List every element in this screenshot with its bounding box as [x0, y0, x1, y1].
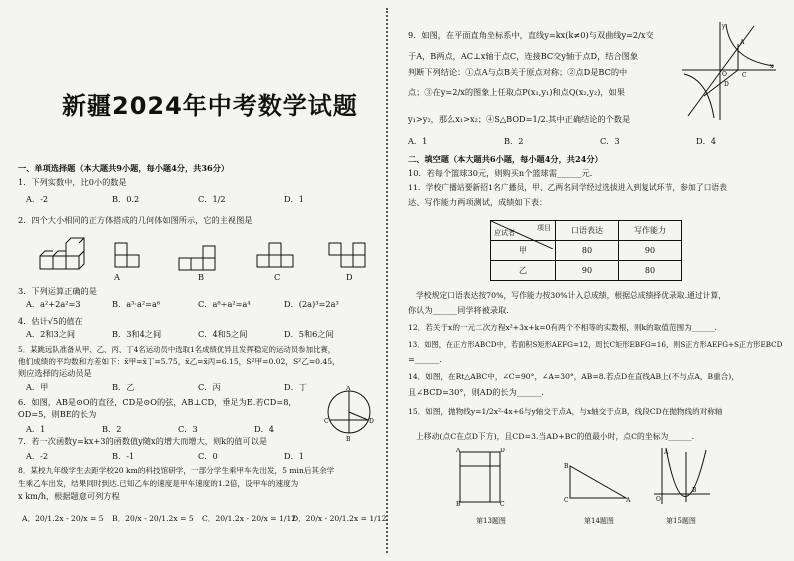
table-header-corner: 项目 应试者 [491, 221, 556, 241]
q8-options [22, 513, 387, 524]
option: D．丁 [284, 382, 307, 392]
question-1: 1．下列实数中，比0小的数是 [18, 177, 127, 187]
svg-text:C: C [324, 418, 329, 425]
q7-options [26, 451, 370, 462]
triangle-figure [562, 462, 632, 508]
svg-text:D: D [724, 81, 729, 88]
q3-options [26, 299, 370, 310]
question-8-line1: 8．某校九年级学生去距学校20 km的科技馆研学，一部分学生乘甲车先出发，5 min后其余学 [18, 466, 335, 475]
column-divider [386, 8, 388, 553]
question-5-line1: 5．某跳远队准备从甲、乙、丙、丁4名运动员中选取1名成绩优异且发挥稳定的运动员参加比赛， [18, 345, 336, 354]
hyperbola-figure [682, 20, 778, 126]
option: B．2 [102, 424, 122, 434]
question-7: 7．若一次函数y=kx+3的函数值y随x的增大而增大，则k的值可以是 [18, 436, 268, 446]
label-a: A [114, 272, 120, 282]
q5-options [26, 382, 370, 393]
section-heading: 一、单项选择题（本大题共9小题，每小题4分，共36分） [18, 163, 230, 173]
parabola-figure [652, 446, 712, 510]
question-9-line1: 9．如图，在平面直角坐标系中，直线y=kx(k≠0)与双曲线y=2/x交 [408, 30, 654, 40]
circle-figure [324, 386, 374, 446]
question-8-line2: 生乘乙车出发，结果同时到达.已知乙车的速度是甲车速度的1.2倍，设甲车的速度为 [18, 479, 299, 488]
svg-text:D: D [369, 418, 374, 425]
svg-text:C: C [500, 501, 505, 508]
option: D．4 [696, 136, 716, 146]
option: C．20/1.2x - 20/x = 1/12 [202, 514, 297, 523]
svg-text:O: O [722, 71, 727, 78]
question-10: 10．若每个篮球30元，则购买n个篮球需______元. [408, 168, 593, 178]
question-11-line2: 达、写作能力两项测试，成绩如下表： [408, 197, 548, 207]
question-14-line2: 且∠BCD=30°，则AD的长为______. [408, 387, 544, 397]
question-15-line2: 上移动(点C在点D下方)，且CD=3.当AD+BC的值最小时，点C的坐标为______. [416, 432, 695, 441]
question-11-line4: 你认为______同学将被录取. [408, 305, 509, 315]
option: A．-2 [26, 194, 49, 204]
figure-caption: 第14题图 [584, 517, 614, 525]
option: A．1 [26, 424, 46, 434]
option: A．1 [408, 136, 428, 146]
svg-text:O: O [656, 496, 661, 503]
option: D．(2a)³=2a³ [284, 299, 339, 309]
svg-text:C: C [742, 72, 747, 79]
question-14-line1: 14．如图，在Rt△ABC中，∠C=90°，∠A=30°，AB=8.若点D在直线AB上(不与点A，B重合)， [408, 372, 739, 381]
label-c: C [274, 272, 281, 282]
svg-text:A: A [346, 386, 351, 392]
left-column [18, 0, 387, 561]
svg-text:D: D [500, 448, 505, 454]
option-a-figure [114, 242, 154, 276]
table-cell: 90 [556, 261, 619, 281]
svg-text:B: B [456, 501, 461, 508]
question-11-line3: 学校规定口语表达按70%，写作能力按30%计入总成绩，根据总成绩择优录取.通过计算， [416, 291, 727, 300]
option: D．1 [284, 451, 304, 461]
option: A．-2 [26, 451, 49, 461]
section-heading: 二、填空题（本大题共6小题，每小题4分，共24分） [408, 154, 603, 164]
score-table [490, 220, 682, 281]
table-cell: 80 [556, 241, 619, 261]
column-header: 写作能力 [619, 221, 682, 241]
option: C．4和5之间 [198, 329, 248, 339]
option: B．乙 [112, 382, 135, 392]
question-9-line4: 点；③在y=2/x的图象上任取点P(x₁,y₁)和点Q(x₂,y₂)，如果 [408, 87, 625, 97]
label-b: B [198, 272, 205, 282]
question-4: 4．估计√5的值在 [18, 316, 83, 326]
svg-text:A: A [626, 497, 631, 504]
question-13-line1: 13．如图，在正方形ABCD中，若面积S矩形AEFG=12，周长C矩形EBFG=16，则S正方形AEFG+S正方形EBCD [408, 340, 783, 349]
svg-text:B: B [346, 436, 351, 442]
svg-text:A: A [456, 448, 461, 454]
question-3: 3．下列运算正确的是 [18, 286, 97, 296]
svg-text:A: A [664, 449, 669, 456]
svg-text:x: x [770, 63, 774, 70]
cube-solid-figure [38, 236, 98, 272]
option: B．-1 [112, 451, 135, 461]
question-5-line3: 则应选择的运动员是 [18, 368, 92, 378]
option: C．丙 [198, 382, 221, 392]
question-12: 12．若关于x的一元二次方程x²+3x+k=0有两个不相等的实数根，则k的取值范围为______. [408, 323, 717, 332]
option: B．3和4之间 [112, 329, 162, 339]
right-column [400, 0, 782, 561]
table-cell: 乙 [491, 261, 556, 281]
svg-text:A: A [740, 39, 745, 46]
option: C．1/2 [198, 194, 226, 204]
option: D．20/x - 20/1.2x = 1/12 [292, 514, 387, 523]
figure-caption: 第13题图 [476, 517, 506, 525]
option: B．20/x - 20/1.2x = 5 [112, 514, 194, 523]
question-6-line2: OD=5，则BE的长为 [18, 409, 97, 419]
page-title: 新疆2024年中考数学试题 [62, 92, 358, 120]
svg-text:y: y [722, 23, 726, 30]
option: C．0 [198, 451, 218, 461]
svg-text:B: B [564, 463, 569, 470]
column-header: 口语表达 [556, 221, 619, 241]
q9-options [408, 136, 736, 147]
question-5-line2: 他们成绩的平均数和方差如下：x̄甲=x̄丁=5.75，x̄乙=x̄丙=6.15，S²甲=0.02，S²乙=0.45， [18, 357, 340, 366]
table-cell: 80 [619, 261, 682, 281]
question-6-line1: 6．如图，AB是⊙O的直径，CD是⊙O的弦，AB⊥CD，垂足为E.若CD=8， [18, 397, 297, 407]
option: B．2 [504, 136, 524, 146]
option: B．a³·a²=a⁶ [112, 299, 161, 309]
table-cell: 甲 [491, 241, 556, 261]
option: D．5和6之间 [284, 329, 334, 339]
option: A．2和3之间 [26, 329, 76, 339]
q1-options [26, 194, 370, 205]
question-13-line2: =______. [408, 354, 443, 364]
q4-options [26, 329, 370, 340]
table-row [491, 261, 682, 281]
option: D．1 [284, 194, 304, 204]
option: A．20/1.2x - 20/x = 5 [22, 514, 104, 523]
question-15-line1: 15．如图，抛物线y=1/2x²-4x+6与y轴交于点A，与x轴交于点B，线段CD在抛物线的对称轴 [408, 407, 723, 416]
option: C．3 [178, 424, 198, 434]
option: C．a⁸÷a²=a⁴ [198, 299, 251, 309]
question-11-line1: 11．学校广播站要新招1名广播员，甲、乙两名同学经过选拔进入到复试环节，参加了口语表 [408, 183, 727, 192]
svg-text:B: B [692, 487, 697, 494]
option: C．3 [600, 136, 620, 146]
table-cell: 90 [619, 241, 682, 261]
option: A．a²+2a²=3 [26, 299, 81, 309]
question-9-line5: y₁>y₂，那么x₁>x₂；④S△BOD=1/2.其中正确结论的个数是 [408, 114, 631, 124]
question-8-line3: x km/h，根据题意可列方程 [18, 491, 120, 501]
option-d-figure [328, 242, 373, 276]
option: A．甲 [26, 382, 49, 392]
question-2: 2．四个大小相同的正方体搭成的几何体如图所示，它的主视图是 [18, 215, 253, 225]
svg-text:C: C [564, 497, 569, 504]
option: B．0.2 [112, 194, 140, 204]
label-d: D [346, 272, 353, 282]
option-c-figure [256, 242, 301, 276]
question-9-line3: 判断下列结论：①点A与点B关于原点对称；②点D是BC的中 [408, 67, 628, 77]
option: D．4 [254, 424, 274, 434]
square-figure [456, 448, 506, 512]
q6-options [26, 424, 294, 435]
question-9-line2: 于A，B两点，AC⊥x轴于点C，连接BC交y轴于点D，结合图象 [408, 51, 639, 61]
figure-caption: 第15题图 [666, 517, 696, 525]
